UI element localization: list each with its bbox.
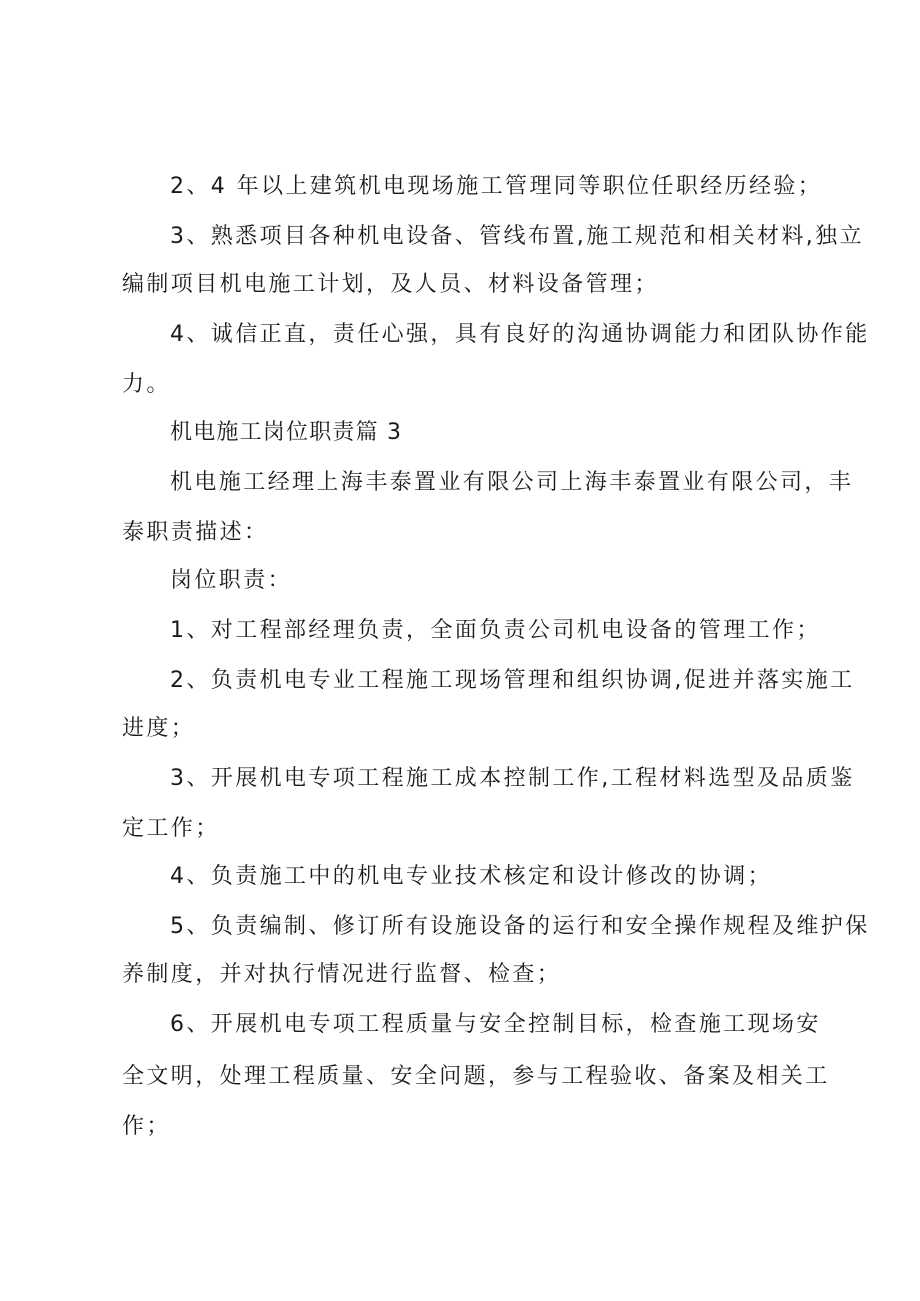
duties-heading: 岗位职责： <box>170 568 293 593</box>
requirement-3-line-1: 3、熟悉项目各种机电设备、管线布置,施工规范和相关材料,独立 <box>170 224 864 249</box>
requirement-3-line-2: 编制项目机电施工计划，及人员、材料设备管理； <box>122 272 659 297</box>
requirement-4-line-2: 力。 <box>122 372 171 397</box>
duty-3-line-2: 定工作； <box>122 816 220 841</box>
duty-4-line: 4、负责施工中的机电专业技术核定和设计修改的协调； <box>170 864 772 889</box>
duty-6-line-1: 6、开展机电专项工程质量与安全控制目标，检查施工现场安 <box>170 1012 821 1037</box>
company-intro-line-1: 机电施工经理上海丰泰置业有限公司上海丰泰置业有限公司，丰 <box>170 470 854 495</box>
duty-6-line-2: 全文明，处理工程质量、安全问题，参与工程验收、备案及相关工 <box>122 1064 830 1089</box>
duty-3-line-1: 3、开展机电专项工程施工成本控制工作,工程材料选型及品质鉴 <box>170 766 855 791</box>
duty-2-line-1: 2、负责机电专业工程施工现场管理和组织协调,促进并落实施工 <box>170 668 855 693</box>
duty-1-line: 1、对工程部经理负责，全面负责公司机电设备的管理工作； <box>170 618 821 643</box>
duty-5-line-2: 养制度，并对执行情况进行监督、检查； <box>122 962 562 987</box>
company-intro-line-2: 泰职责描述： <box>122 520 269 545</box>
requirement-4-line-1: 4、诚信正直，责任心强，具有良好的沟通协调能力和团队协作能 <box>170 322 870 347</box>
duty-5-line-1: 5、负责编制、修订所有设施设备的运行和安全操作规程及维护保 <box>170 914 870 939</box>
section-heading: 机电施工岗位职责篇 3 <box>170 420 403 445</box>
duty-6-line-3: 作； <box>122 1114 171 1139</box>
duty-2-line-2: 进度； <box>122 716 196 741</box>
requirement-2-line: 2、4 年以上建筑机电现场施工管理同等职位任职经历经验； <box>170 174 823 199</box>
